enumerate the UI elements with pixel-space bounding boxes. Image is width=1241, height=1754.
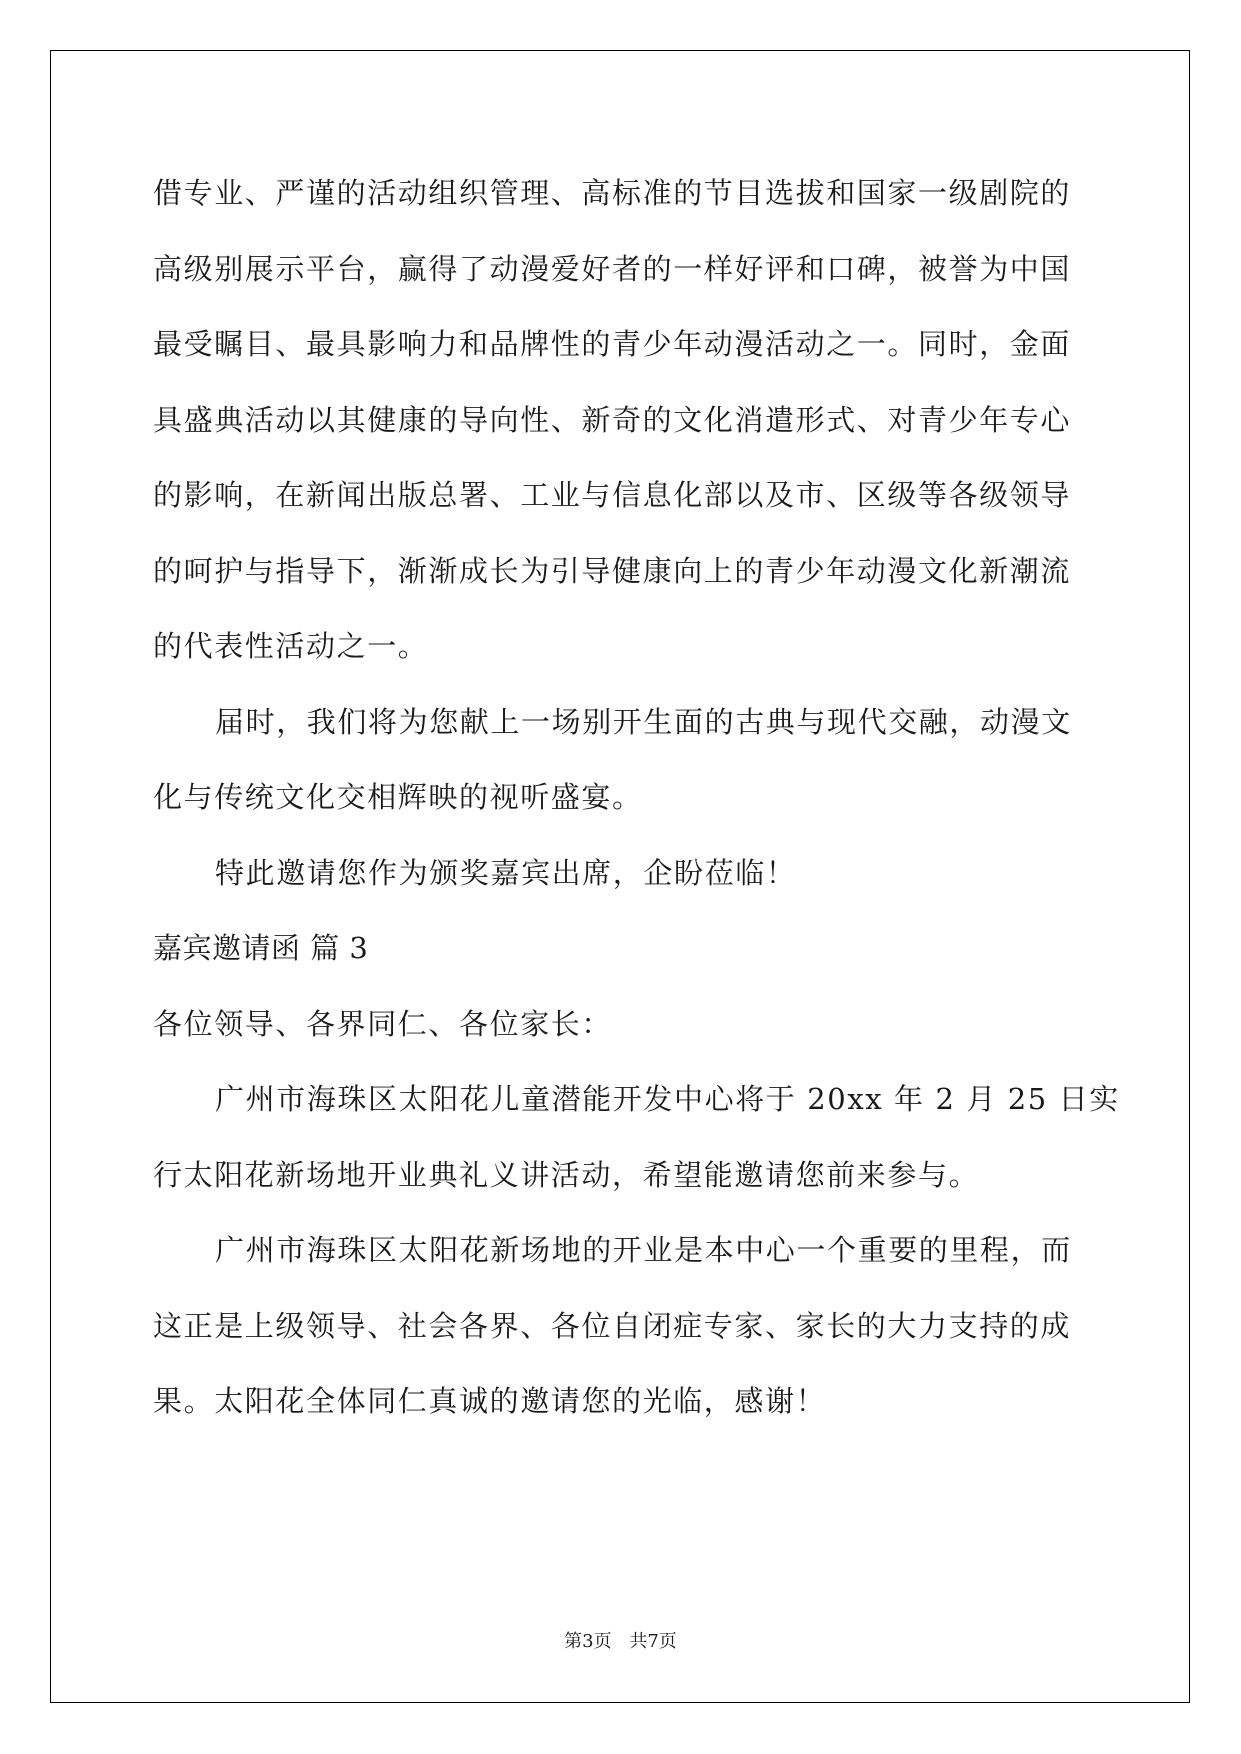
text-line: 特此邀请您作为颁奖嘉宾出席，企盼莅临！ [215,855,797,890]
text-line: 的呵护与指导下，渐渐成长为引导健康向上的青少年动漫文化新潮流 [153,553,1072,588]
text-line: 的影响，在新闻出版总署、工业与信息化部以及市、区级等各级领导 [153,478,1072,512]
page-number: 第3页 [564,1631,612,1652]
text-line: 果。太阳花全体同仁真诚的邀请您的光临，感谢！ [153,1384,827,1418]
text-line: 最受瞩目、最具影响力和品牌性的青少年动漫活动之一。同时，金面 [153,327,1072,361]
text-line: 这正是上级领导、社会各界、各位自闭症专家、家长的大力支持的成 [153,1308,1072,1343]
page-total: 共7页 [629,1631,677,1652]
section-heading: 嘉宾邀请函 篇 3 [153,931,369,965]
text-line: 广州市海珠区太阳花新场地的开业是本中心一个重要的里程，而 [215,1233,1072,1267]
salutation-line: 各位领导、各界同仁、各位家长： [153,1006,613,1041]
text-line: 届时，我们将为您献上一场别开生面的古典与现代交融，动漫文 [215,704,1072,739]
text-line: 高级别展示平台，赢得了动漫爱好者的一样好评和口碑，被誉为中国 [153,251,1072,286]
text-line: 化与传统文化交相辉映的视听盛宴。 [153,780,643,814]
text-line: 广州市海珠区太阳花儿童潜能开发中心将于 20xx 年 2 月 25 日实 [215,1082,1120,1116]
text-line: 行太阳花新场地开业典礼义讲活动，希望能邀请您前来参与。 [153,1157,980,1192]
page-footer [0,1627,1241,1653]
text-line: 具盛典活动以其健康的导向性、新奇的文化消遣形式、对青少年专心 [153,402,1072,437]
text-line: 的代表性活动之一。 [153,629,429,663]
document-body [153,156,1120,1440]
text-line: 借专业、严谨的活动组织管理、高标准的节目选拔和国家一级剧院的 [153,176,1072,210]
